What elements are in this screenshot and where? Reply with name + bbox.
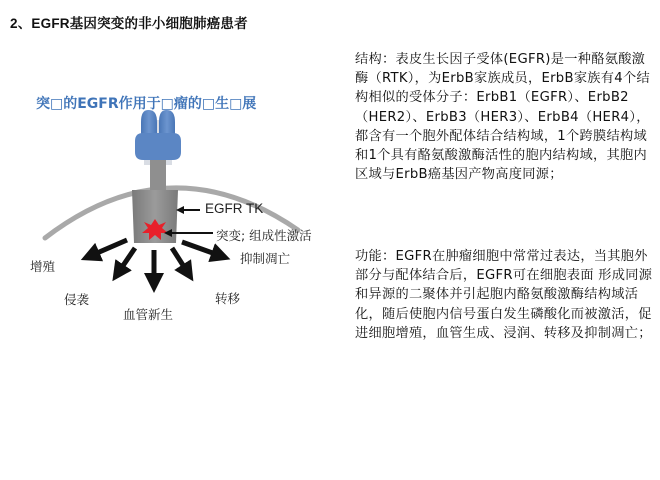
function-paragraph: 功能：EGFR在肿瘤细胞中常常过表达，当其胞外部分与配体结合后，EGFR可在细胞表面 形成同源和异源的二聚体并引起胞内酪氨酸激酶结构域活化，随后使胞内信号蛋白发生磷酸化而被激活，促进细胞增殖，血管生成、浸润、转移及抑制凋亡； (355, 249, 653, 341)
arrow-apoptosis-inhibition (182, 242, 221, 256)
receptor-extracellular-head (135, 110, 181, 165)
receptor-transmembrane (150, 160, 166, 190)
structure-paragraph: 结构：表皮生长因子受体(EGFR)是一种酪氨酸激酶（RTK），为ErbB家族成员，ErbB家族有4个结构相似的受体分子：ErbB1（EGFR）、ErbB2（HER2）、ErbB3（HER3）、ErbB4（HER4），都含有一个胞外配体结合结构域，1个跨膜结构域和1个具有酪氨酸激酶活性的胞内结构域，其胞内区域与ErbB癌基因产物高度同源； (355, 52, 650, 183)
diagram-title: 突□的EGFR作用于□瘤的□生□展 (36, 96, 257, 112)
outcome-metastasis: 转移 (215, 291, 241, 306)
outcome-apoptosis-inhibition: 抑制凋亡 (240, 251, 291, 266)
arrow-metastasis (172, 248, 188, 273)
mutation-label: 突变; 组成性激活 (216, 228, 312, 243)
slide-heading: 2、EGFR基因突变的非小细胞肺癌患者 (10, 16, 248, 31)
outcome-angiogenesis: 血管新生 (123, 307, 174, 322)
arrow-proliferation (90, 240, 127, 256)
outcome-invasion: 侵袭 (64, 292, 90, 307)
receptor-kinase-domain (132, 190, 178, 243)
outcome-proliferation: 增殖 (30, 259, 56, 274)
arrow-invasion (118, 248, 135, 273)
egfr-tk-label: EGFR TK (205, 201, 264, 216)
